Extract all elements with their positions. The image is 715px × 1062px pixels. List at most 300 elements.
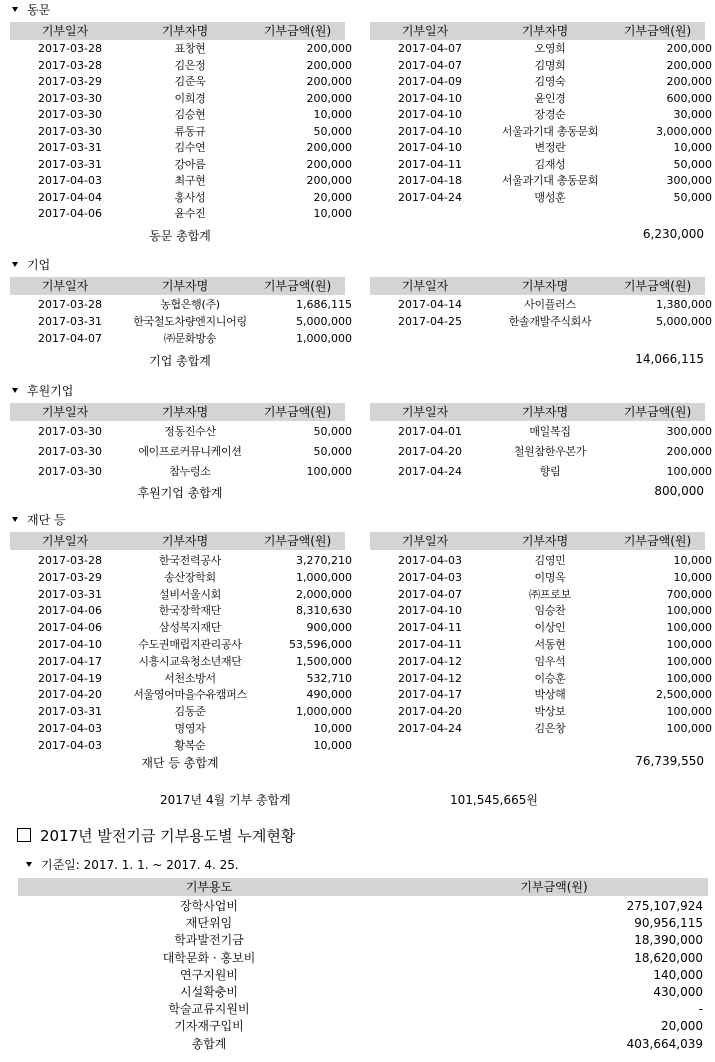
usage-amount: 430,000: [653, 985, 703, 999]
table-header: [10, 532, 345, 550]
donor-name: 이승훈: [534, 671, 566, 685]
table-row: [10, 189, 352, 206]
donation-date: 2017-03-30: [38, 108, 102, 121]
header-name: 기부자명: [521, 534, 569, 548]
table-row: [10, 619, 352, 636]
table-row: [10, 653, 352, 670]
donor-name: 강아름: [174, 157, 206, 171]
section-total-label: 기업 총합계: [149, 354, 211, 368]
donation-date: 2017-03-30: [38, 425, 102, 438]
donor-name: 한국전력공사: [159, 554, 221, 567]
usage-purpose: 재단위임: [185, 916, 233, 931]
donor-name: 농협은행(주): [160, 298, 220, 311]
header-amount: 기부금액(원): [520, 880, 588, 894]
donation-date: 2017-03-29: [38, 570, 102, 584]
donor-name: ㈜프로보: [529, 587, 571, 601]
donor-name: 김수연: [174, 141, 206, 154]
donor-name: 홍사성: [174, 190, 206, 204]
table-row: [370, 463, 712, 480]
table-row: [370, 443, 712, 460]
table-row: [370, 619, 712, 636]
section-3: [0, 512, 715, 774]
table-row: [370, 296, 712, 313]
usage-amount: 20,000: [661, 1019, 703, 1034]
table-header: [370, 22, 705, 40]
donation-amount: 2,000,000: [296, 587, 352, 601]
donation-amount: 200,000: [666, 75, 712, 88]
donor-name: 정동진수산: [164, 425, 216, 438]
usage-amount: -: [698, 1002, 703, 1017]
header-date: 기부일자: [401, 24, 449, 38]
checkbox-square-icon: [17, 828, 31, 842]
donation-date: 2017-04-06: [38, 604, 102, 618]
table-row: [370, 423, 712, 440]
donation-date: 2017-03-28: [38, 42, 102, 55]
donor-name: 황복순: [174, 738, 206, 752]
table-row: [10, 40, 352, 57]
table-row: [370, 57, 712, 74]
donation-date: 2017-04-07: [38, 332, 102, 345]
usage-row: [18, 967, 708, 984]
donation-amount: 1,686,115: [296, 298, 352, 311]
donation-amount: 10,000: [313, 738, 352, 752]
donation-date: 2017-04-03: [38, 174, 102, 187]
donation-amount: 1,000,000: [296, 705, 352, 719]
table-row: [10, 686, 352, 703]
donor-name: 김승현: [174, 108, 206, 121]
donor-name: 서울과기대 총동문회: [501, 174, 599, 187]
header-purpose: 기부용도: [185, 880, 233, 894]
header-name: 기부자명: [521, 405, 569, 419]
table-header: [370, 532, 705, 550]
donor-name: 김영숙: [534, 75, 566, 88]
usage-purpose: 장학사업비: [180, 899, 238, 913]
table-header: [10, 277, 345, 295]
donation-date: 2017-03-29: [38, 75, 102, 88]
header-name: 기부자명: [521, 279, 569, 293]
table-row: [10, 123, 352, 140]
donation-date: 2017-03-28: [38, 554, 102, 567]
usage-title: [17, 826, 295, 846]
donation-date: 2017-04-06: [38, 207, 102, 220]
table-row: [370, 313, 712, 330]
section-total-value: 76,739,550: [635, 754, 704, 768]
donation-amount: 200,000: [306, 141, 352, 154]
section-title: [12, 512, 66, 528]
donation-date: 2017-04-24: [398, 465, 462, 478]
usage-row: [18, 1018, 708, 1035]
donation-date: 2017-04-07: [398, 587, 462, 601]
donor-name: 김은창: [534, 722, 566, 735]
table-row: [10, 90, 352, 107]
table-row: [370, 653, 712, 670]
donation-date: 2017-04-11: [398, 157, 462, 171]
donation-date: 2017-04-10: [398, 124, 462, 138]
usage-purpose: 총합계: [191, 1036, 227, 1051]
usage-purpose: 시설확충비: [180, 985, 238, 999]
donation-amount: 8,310,630: [296, 604, 352, 618]
donor-name: 윤수진: [174, 207, 206, 220]
usage-row: [18, 950, 708, 967]
donor-name: 표창현: [174, 42, 206, 55]
donor-name: 김명희: [534, 58, 566, 72]
section-title-text: 동문: [27, 3, 51, 17]
donation-date: 2017-04-06: [38, 621, 102, 635]
table-row: [10, 156, 352, 173]
donation-date: 2017-04-10: [398, 604, 462, 618]
donation-amount: 20,000: [313, 190, 352, 204]
donation-amount: 600,000: [666, 91, 712, 105]
usage-row: [18, 915, 708, 932]
donor-name: 한국장학재단: [159, 604, 221, 618]
donor-name: 서울과기대 총동문회: [501, 124, 599, 138]
table-row: [10, 703, 352, 720]
header-amount: 기부금액(원): [263, 279, 332, 293]
donor-name: 송산장학회: [164, 570, 216, 584]
donation-date: 2017-03-30: [38, 124, 102, 138]
header-name: 기부자명: [161, 24, 209, 38]
donation-amount: 50,000: [313, 445, 352, 458]
donation-date: 2017-04-24: [398, 722, 462, 735]
donation-amount: 1,000,000: [296, 332, 352, 345]
donation-amount: 100,000: [666, 654, 712, 668]
donation-date: 2017-04-03: [38, 738, 102, 752]
donor-name: 삼성복지재단: [159, 621, 221, 635]
donor-name: 김동준: [174, 705, 206, 719]
donor-name: 김준욱: [174, 75, 206, 88]
donation-amount: 50,000: [313, 124, 352, 138]
header-date: 기부일자: [41, 534, 89, 548]
section-total-label: 후원기업 총합계: [137, 486, 223, 500]
donation-date: 2017-04-12: [398, 654, 462, 668]
donation-amount: 50,000: [313, 425, 352, 438]
donor-name: 맹성훈: [534, 190, 566, 204]
table-row: [10, 552, 352, 569]
table-row: [370, 172, 712, 189]
usage-row: [18, 898, 708, 915]
donation-date: 2017-03-31: [38, 157, 102, 171]
donation-amount: 1,380,000: [656, 298, 712, 311]
donor-name: 윤인경: [534, 91, 566, 105]
usage-row: [18, 1001, 708, 1018]
donation-date: 2017-04-01: [398, 425, 462, 438]
section-0: [0, 2, 715, 247]
donation-amount: 10,000: [313, 722, 352, 735]
donation-amount: 10,000: [313, 207, 352, 220]
usage-purpose: 학과발전기금: [174, 933, 244, 948]
donation-date: 2017-03-31: [38, 315, 102, 328]
table-row: [370, 40, 712, 57]
header-date: 기부일자: [401, 534, 449, 548]
donation-date: 2017-04-04: [38, 190, 102, 204]
donation-date: 2017-04-14: [398, 298, 462, 311]
donation-amount: 5,000,000: [296, 315, 352, 328]
table-row: [370, 670, 712, 687]
table-row: [370, 123, 712, 140]
header-amount: 기부금액(원): [623, 279, 692, 293]
donation-date: 2017-04-17: [398, 688, 462, 702]
donor-name: 오영희: [534, 42, 566, 55]
donation-amount: 50,000: [673, 157, 712, 171]
donor-name: 에이프로커뮤니케이션: [138, 445, 242, 458]
table-row: [10, 139, 352, 156]
donor-name: 박상해: [534, 688, 566, 702]
donation-amount: 100,000: [666, 638, 712, 651]
section-total-label: 동문 총합계: [149, 229, 211, 243]
header-amount: 기부금액(원): [263, 24, 332, 38]
table-row: [10, 57, 352, 74]
table-row: [370, 602, 712, 619]
donor-name: 수도권매립지관리공사: [138, 638, 242, 651]
donor-name: 사이플러스: [524, 298, 576, 311]
donation-date: 2017-04-12: [398, 671, 462, 685]
donor-name: 참누렁소: [169, 465, 211, 478]
donation-date: 2017-04-03: [398, 554, 462, 567]
donor-name: 이명옥: [534, 570, 566, 584]
table-header: [10, 22, 345, 40]
usage-purpose: 대학문화 · 홍보비: [162, 950, 256, 965]
table-row: [370, 552, 712, 569]
table-row: [10, 720, 352, 737]
table-row: [10, 569, 352, 586]
donor-name: 최구현: [174, 174, 206, 187]
grand-total-label: 2017년 4월 기부 총합계: [160, 793, 291, 807]
table-row: [10, 313, 352, 330]
donation-date: 2017-04-10: [398, 141, 462, 154]
donation-amount: 100,000: [666, 722, 712, 735]
usage-amount: 18,620,000: [634, 950, 703, 965]
donation-amount: 200,000: [666, 42, 712, 55]
donation-amount: 3,000,000: [656, 124, 712, 138]
table-header: [370, 277, 705, 295]
donation-amount: 200,000: [306, 174, 352, 187]
donation-amount: 10,000: [673, 554, 712, 567]
header-name: 기부자명: [521, 24, 569, 38]
donation-date: 2017-04-11: [398, 638, 462, 651]
donation-amount: 100,000: [666, 465, 712, 478]
donor-name: 김재성: [534, 157, 566, 171]
table-header: [370, 403, 705, 421]
table-header: [10, 403, 345, 421]
table-row: [370, 139, 712, 156]
section-total-label: 재단 등 총합계: [141, 756, 219, 770]
donor-name: 장경순: [534, 108, 566, 121]
donation-date: 2017-03-31: [38, 141, 102, 154]
table-row: [10, 73, 352, 90]
donation-amount: 490,000: [306, 688, 352, 702]
donor-name: 김영민: [534, 554, 566, 567]
donation-amount: 200,000: [666, 58, 712, 72]
donation-amount: 300,000: [666, 425, 712, 438]
donor-name: 서동현: [534, 638, 566, 651]
donation-amount: 30,000: [673, 108, 712, 121]
donation-amount: 200,000: [306, 42, 352, 55]
donation-amount: 10,000: [313, 108, 352, 121]
usage-purpose: 기자재구입비: [174, 1019, 244, 1034]
table-row: [370, 106, 712, 123]
table-row: [370, 90, 712, 107]
donation-date: 2017-04-10: [38, 638, 102, 651]
section-total-value: 14,066,115: [635, 352, 704, 366]
donation-date: 2017-04-07: [398, 42, 462, 55]
table-row: [10, 296, 352, 313]
donation-amount: 10,000: [673, 141, 712, 154]
section-title-text: 재단 등: [27, 513, 66, 527]
donor-name: 이희경: [174, 91, 206, 105]
table-row: [10, 423, 352, 440]
donation-amount: 50,000: [673, 190, 712, 204]
donation-amount: 2,500,000: [656, 688, 712, 702]
donation-date: 2017-04-17: [38, 654, 102, 668]
usage-amount: 90,956,115: [634, 916, 703, 931]
triangle-bullet-icon: [12, 388, 18, 393]
donor-name: 한국철도차량엔지니어링: [133, 315, 247, 328]
usage-title-text: 2017년 발전기금 기부용도별 누계현황: [40, 827, 296, 845]
donor-name: 임우석: [534, 654, 566, 668]
donor-name: 서울영어마을수유캠퍼스: [133, 688, 247, 702]
header-name: 기부자명: [161, 534, 209, 548]
table-row: [370, 703, 712, 720]
donor-name: 철원참한우본가: [513, 445, 587, 458]
donor-name: 서천소방서: [164, 671, 216, 685]
donor-name: 변정란: [534, 141, 566, 154]
table-row: [10, 106, 352, 123]
header-amount: 기부금액(원): [263, 405, 332, 419]
section-total-value: 800,000: [654, 484, 704, 498]
donation-date: 2017-04-19: [38, 671, 102, 685]
triangle-bullet-icon: [26, 862, 32, 867]
donation-date: 2017-04-25: [398, 315, 462, 328]
donation-date: 2017-03-28: [38, 58, 102, 72]
usage-amount: 403,664,039: [626, 1036, 703, 1051]
triangle-bullet-icon: [12, 262, 18, 267]
donation-amount: 200,000: [306, 75, 352, 88]
header-date: 기부일자: [401, 405, 449, 419]
table-row: [10, 172, 352, 189]
table-row: [370, 156, 712, 173]
basis-date-text: 기준일: 2017. 1. 1. ~ 2017. 4. 25.: [41, 858, 239, 872]
usage-amount: 275,107,924: [626, 899, 703, 913]
header-date: 기부일자: [401, 279, 449, 293]
donation-amount: 3,270,210: [296, 554, 352, 567]
table-row: [370, 686, 712, 703]
section-title-text: 기업: [27, 258, 51, 272]
table-row: [370, 720, 712, 737]
table-row: [10, 463, 352, 480]
table-row: [370, 636, 712, 653]
donation-date: 2017-03-30: [38, 91, 102, 105]
donation-amount: 900,000: [306, 621, 352, 635]
usage-total-row: [18, 1036, 708, 1053]
header-name: 기부자명: [161, 279, 209, 293]
header-amount: 기부금액(원): [623, 534, 692, 548]
donation-amount: 200,000: [306, 91, 352, 105]
donation-date: 2017-04-20: [398, 705, 462, 719]
donation-amount: 53,596,000: [289, 638, 352, 651]
section-title: [12, 2, 50, 18]
triangle-bullet-icon: [12, 7, 18, 12]
header-amount: 기부금액(원): [263, 534, 332, 548]
donation-date: 2017-04-09: [398, 75, 462, 88]
basis-date: [26, 856, 239, 873]
section-title: [12, 383, 73, 399]
donor-name: 매일복집: [529, 425, 571, 438]
donor-name: ㈜문화방송: [163, 332, 216, 345]
usage-purpose: 연구지원비: [180, 967, 238, 982]
table-row: [10, 443, 352, 460]
header-date: 기부일자: [41, 279, 89, 293]
usage-row: [18, 932, 708, 949]
table-row: [10, 636, 352, 653]
donation-amount: 200,000: [306, 58, 352, 72]
donation-date: 2017-04-03: [38, 722, 102, 735]
donation-date: 2017-04-20: [38, 688, 102, 702]
donor-name: 향림: [539, 465, 561, 478]
donation-amount: 100,000: [666, 705, 712, 719]
donation-amount: 300,000: [666, 174, 712, 187]
donation-amount: 100,000: [666, 621, 712, 635]
donation-date: 2017-04-20: [398, 445, 462, 458]
donation-amount: 5,000,000: [656, 315, 712, 328]
donation-amount: 1,500,000: [296, 654, 352, 668]
donor-name: 한솔개발주식회사: [508, 315, 592, 328]
usage-row: [18, 984, 708, 1001]
table-row: [10, 670, 352, 687]
table-row: [10, 586, 352, 603]
donor-name: 김은정: [174, 58, 206, 72]
donation-amount: 700,000: [666, 587, 712, 601]
table-row: [370, 586, 712, 603]
donation-amount: 10,000: [673, 570, 712, 584]
donation-amount: 100,000: [666, 671, 712, 685]
section-title-text: 후원기업: [27, 384, 74, 398]
usage-amount: 18,390,000: [634, 933, 703, 948]
donor-name: 류동규: [174, 124, 206, 138]
donor-name: 명영자: [174, 722, 206, 735]
donation-date: 2017-04-10: [398, 108, 462, 121]
triangle-bullet-icon: [12, 517, 18, 522]
donation-amount: 200,000: [666, 445, 712, 458]
donation-date: 2017-03-30: [38, 445, 102, 458]
section-2: [0, 383, 715, 504]
header-date: 기부일자: [41, 405, 89, 419]
donor-name: 시흥시교육청소년재단: [138, 654, 242, 668]
usage-table-header: [18, 878, 708, 896]
donation-date: 2017-04-18: [398, 174, 462, 187]
table-row: [370, 73, 712, 90]
table-row: [370, 189, 712, 206]
donor-name: 임승찬: [534, 604, 566, 618]
donor-name: 설비서울시회: [159, 587, 221, 601]
donation-date: 2017-03-31: [38, 587, 102, 601]
usage-purpose: 학술교류지원비: [168, 1002, 250, 1017]
table-row: [10, 737, 352, 754]
donation-date: 2017-04-10: [398, 91, 462, 105]
header-amount: 기부금액(원): [623, 24, 692, 38]
donation-date: 2017-04-11: [398, 621, 462, 635]
table-row: [370, 569, 712, 586]
donation-amount: 100,000: [306, 465, 352, 478]
usage-amount: 140,000: [653, 967, 703, 982]
donation-date: 2017-04-24: [398, 190, 462, 204]
donation-amount: 1,000,000: [296, 570, 352, 584]
table-row: [10, 602, 352, 619]
section-total-value: 6,230,000: [642, 227, 704, 241]
section-title: [12, 257, 50, 273]
donation-date: 2017-04-03: [398, 570, 462, 584]
donor-name: 이상인: [534, 621, 566, 635]
donation-date: 2017-03-31: [38, 705, 102, 719]
